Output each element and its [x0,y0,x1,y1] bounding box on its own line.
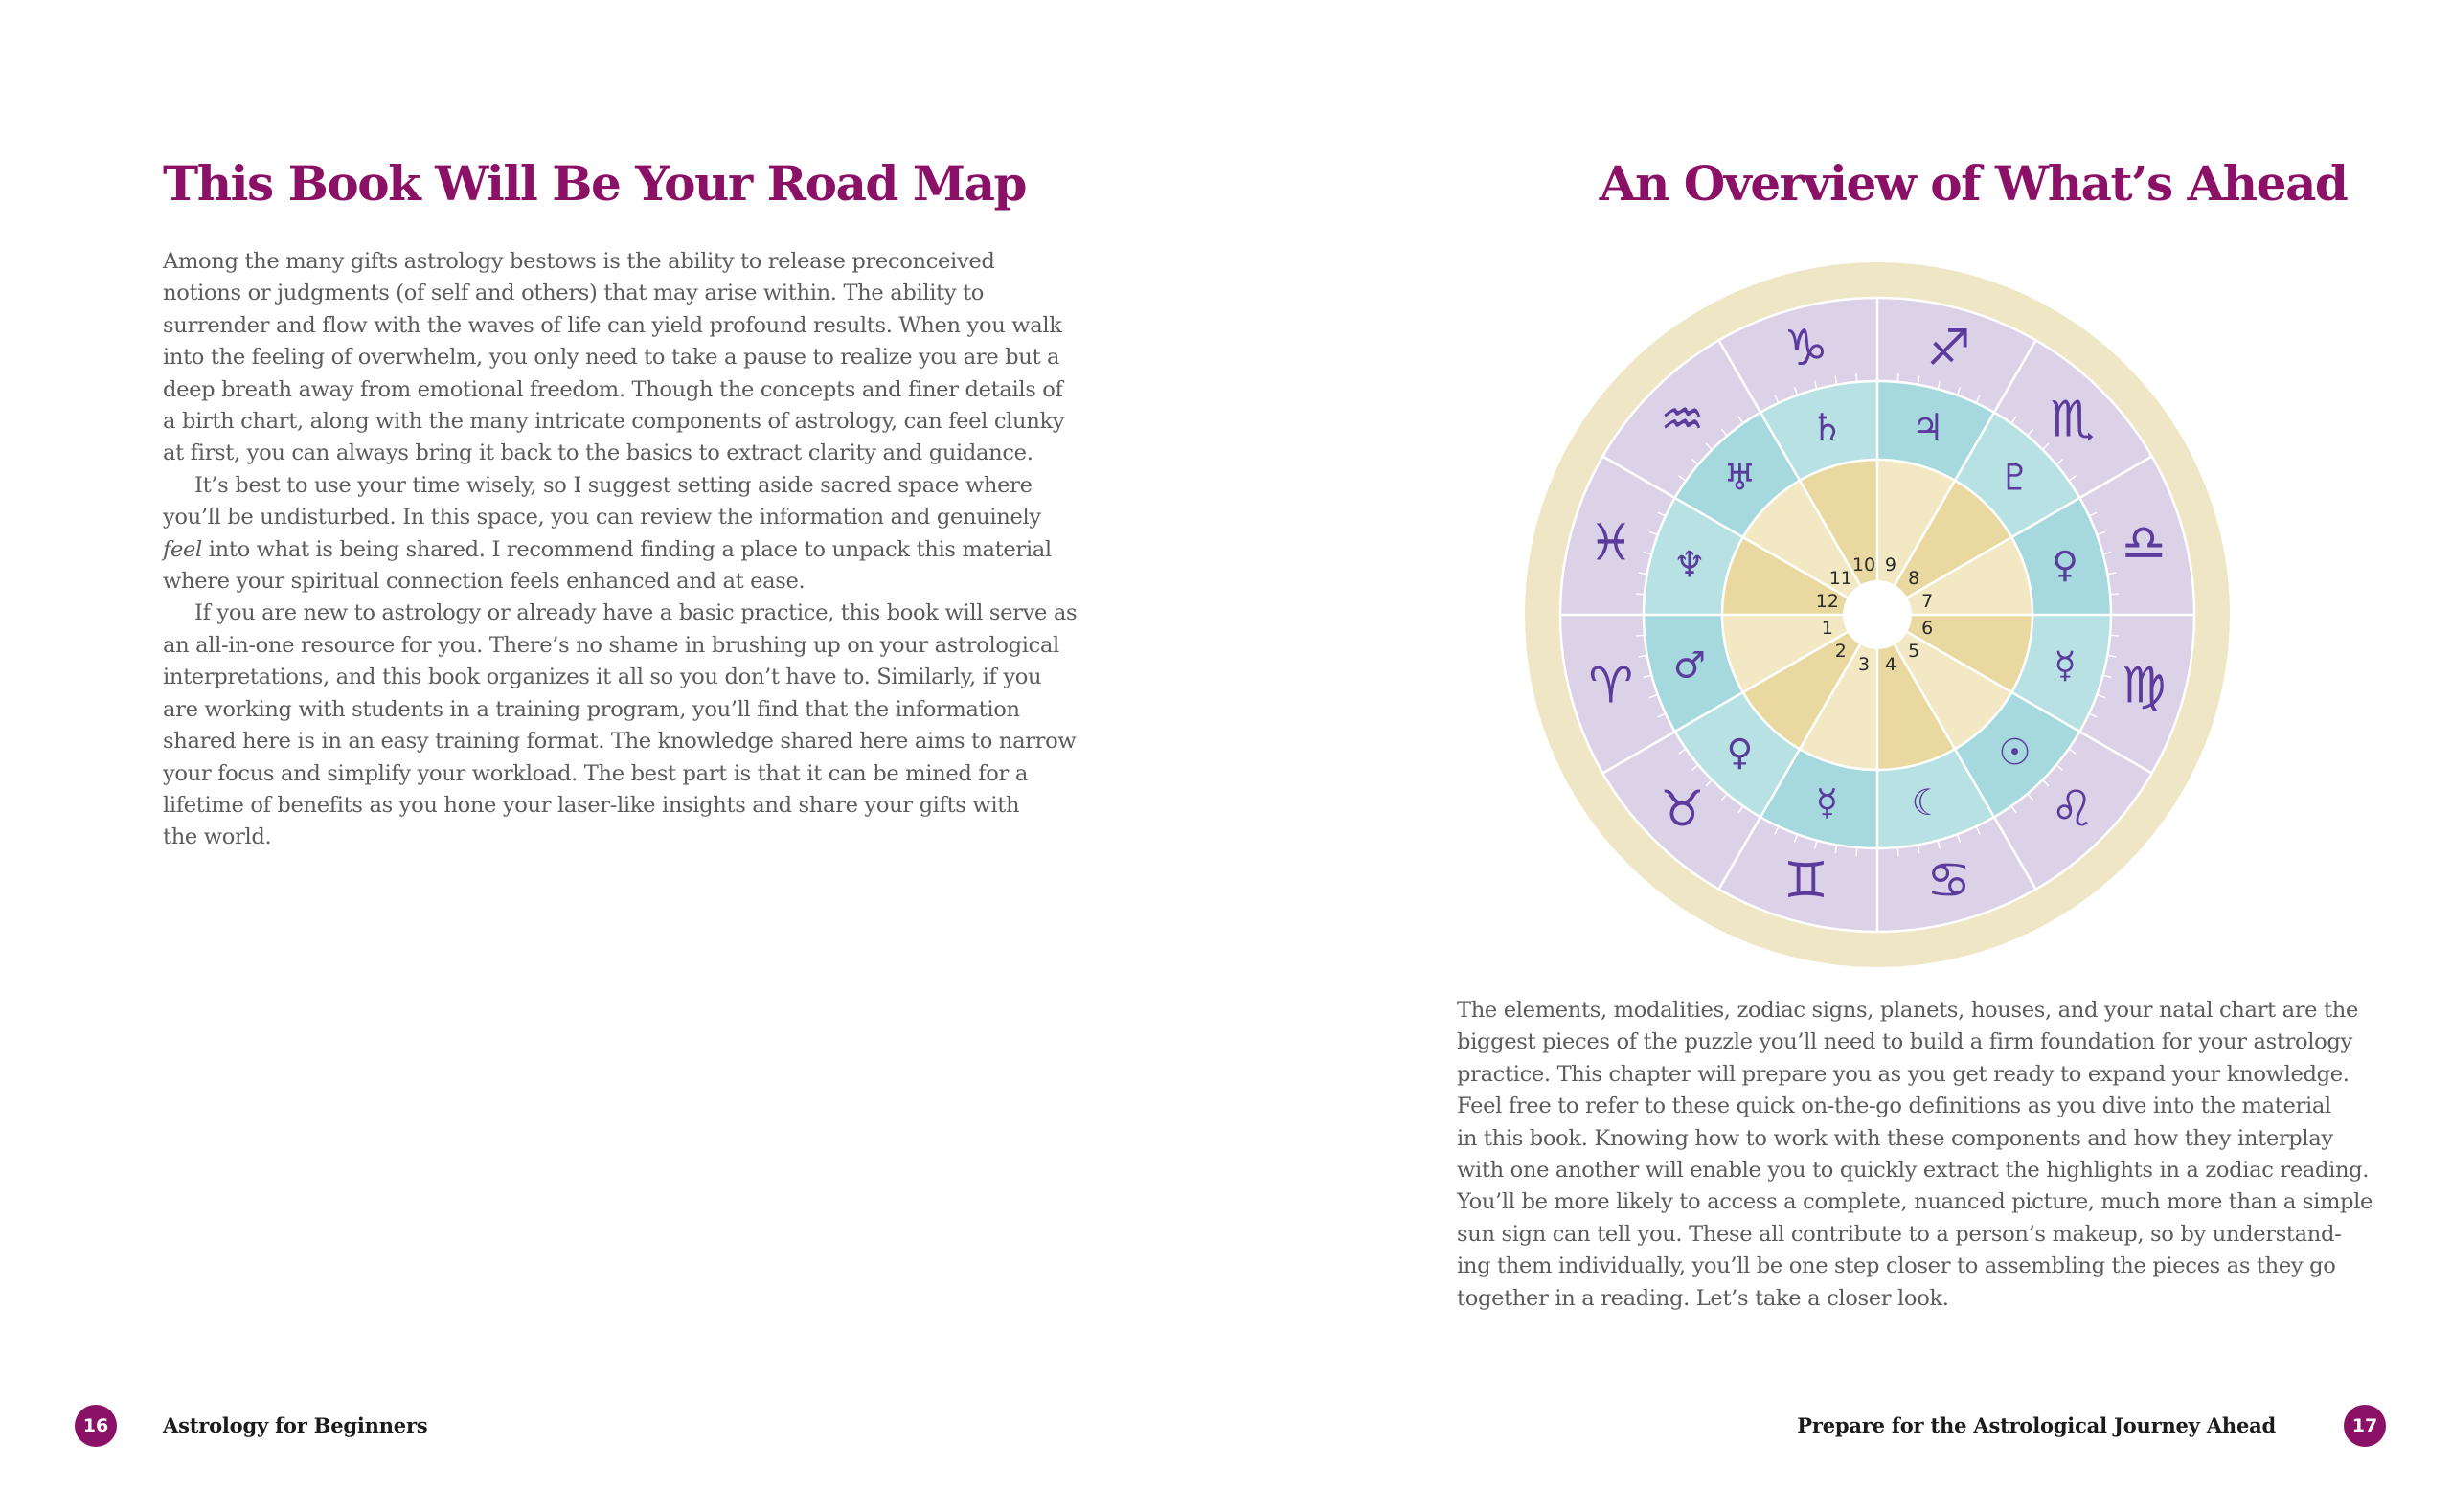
right-page [1226,0,2452,1512]
degree-tick [1636,635,1645,636]
planet-moon-icon: ☾ [1911,781,1944,824]
zodiac-libra-icon: ♎ [2121,514,2167,573]
text-line: with one another will enable you to quickly extract the highlights in a zodiac reading. [1457,1158,2370,1184]
planet-mars-icon: ♂ [1672,643,1706,687]
page-number-badge: 17 [2344,1405,2386,1447]
text-line: together in a reading. Let’s take a closer look. [1457,1285,1949,1311]
degree-tick [1856,847,1857,856]
house-number-label: 9 [1884,553,1897,575]
planet-mercury-icon: ☿ [1815,781,1839,824]
text-line: in this book. Knowing how to work with these components and how they interplay [1457,1125,2333,1151]
planet-venus-icon: ♀ [2052,543,2079,586]
text-line: the world. [163,824,272,850]
text-line: interpretations, and this book organizes it all so you don’t have to. Similarly, if you [163,665,1042,690]
house-number-label: 2 [1834,641,1847,663]
text-line: an all-in-one resource for you. There’s no shame in brushing up on your astrological [163,632,1059,658]
zodiac-sagittarius-icon: ♐ [1926,319,1971,377]
house-number-label: 3 [1857,654,1871,676]
degree-tick [1897,373,1898,382]
degree-tick [1856,373,1857,382]
text-line: biggest pieces of the puzzle you’ll need to build a firm foundation for your astrology [1457,1029,2352,1055]
text-line: practice. This chapter will prepare you as you get ready to expand your knowledge. [1457,1061,2350,1087]
text-line: You’ll be more likely to access a complete, nuanced picture, much more than a simple [1457,1189,2373,1215]
house-number-label: 5 [1908,641,1920,663]
zodiac-aquarius-icon: ♒ [1660,391,1705,449]
text-line: lifetime of benefits as you hone your laser-like insights and share your gifts with [163,792,1020,818]
text-line: surrender and flow with the waves of life can yield profound results. When you walk [163,312,1062,338]
house-number-label: 6 [1921,617,1934,639]
zodiac-capricorn-icon: ♑ [1783,319,1828,377]
astrology-chart-wheel [1525,262,2230,967]
text-line: your focus and simplify your workload. The best part is that it can be mined for a [163,760,1028,786]
text-line-rest: into what is being shared. I recommend finding a place to unpack this material [201,536,1052,562]
text-line: Feel free to refer to these quick on-the-go definitions as you dive into the material [1457,1094,2331,1119]
text-line: a birth chart, along with the many intricate components of astrology, can feel clunky [163,409,1065,435]
house-number-label: 4 [1884,654,1897,676]
degree-tick [2110,594,2119,595]
zodiac-scorpio-icon: ♏ [2050,391,2095,449]
planet-neptune-icon: ♆ [1672,543,1706,586]
house-number-label: 8 [1908,567,1920,589]
paragraph-3 [163,598,1078,853]
zodiac-pisces-icon: ♓ [1588,514,1634,573]
zodiac-cancer-icon: ♋ [1926,852,1971,911]
left-page-heading: This Book Will Be Your Road Map [163,155,1026,212]
text-line: are working with students in a training program, you’ll find that the information [163,696,1020,722]
text-line: into the feeling of overwhelm, you only need to take a pause to realize you are but a [163,345,1060,371]
text-line: at first, you can always bring it back to the basics to extract clarity and guidance. [163,440,1033,466]
degree-tick [1897,847,1898,856]
text-line: Among the many gifts astrology bestows is the ability to release preconceived [163,249,995,274]
text-line: where your spiritual connection feels enhanced and at ease. [163,569,806,595]
zodiac-gemini-icon: ♊ [1783,852,1828,911]
page-number-badge: 16 [75,1405,117,1447]
degree-tick [1636,594,1645,595]
paragraph-1 [163,246,1065,470]
paragraph-2 [163,470,1052,598]
planet-uranus-icon: ♅ [1723,456,1757,499]
zodiac-taurus-icon: ♉ [1660,780,1705,839]
text-line: you’ll be undisturbed. In this space, you can review the information and genuinely [163,505,1041,530]
house-number-label: 10 [1851,553,1876,575]
text-line: shared here is in an easy training format. The knowledge shared here aims to narrow [163,729,1077,755]
running-head-book-title: Astrology for Beginners [163,1413,428,1437]
paragraph [1457,995,2373,1315]
left-page-body [163,246,1078,854]
right-page-body [1457,995,2373,1315]
right-page-heading: An Overview of What’s Ahead [1599,155,2348,212]
planet-saturn-icon: ♄ [1810,405,1844,448]
text-line: deep breath away from emotional freedom. Though the concepts and finer details of [163,376,1063,402]
house-number-label: 11 [1828,567,1852,589]
house-number-label: 12 [1815,591,1839,613]
planet-mercury-icon: ☿ [2054,643,2077,687]
planet-venus-icon: ♀ [1726,731,1754,774]
text-line-with-emphasis [163,534,1052,566]
text-line: ing them individually, you’ll be one step closer to assembling the pieces as they go [1457,1253,2336,1279]
text-line: notions or judgments (of self and others) that may arise within. The ability to [163,281,985,306]
zodiac-aries-icon: ♈ [1588,657,1634,715]
emphasis-word: feel [163,536,202,562]
text-line: The elements, modalities, zodiac signs, planets, houses, and your natal chart are the [1457,998,2358,1023]
running-head-chapter-title: Prepare for the Astrological Journey Ahead [1797,1413,2276,1437]
text-line: It’s best to use your time wisely, so I suggest setting aside sacred space where [194,472,1033,498]
degree-tick [2110,635,2119,636]
house-number-label: 7 [1921,591,1934,613]
zodiac-virgo-icon: ♍ [2121,657,2167,715]
wheel-center [1843,580,1912,649]
planet-pluto-icon: ♇ [1998,456,2032,499]
planet-jupiter-icon: ♃ [1911,405,1944,448]
zodiac-leo-icon: ♌ [2050,780,2095,839]
house-number-label: 1 [1821,617,1833,639]
text-line: If you are new to astrology or already have a basic practice, this book will serve as [194,600,1078,626]
text-line: sun sign can tell you. These all contribute to a person’s makeup, so by understand- [1457,1221,2342,1247]
planet-sun-icon: ☉ [1998,731,2032,774]
